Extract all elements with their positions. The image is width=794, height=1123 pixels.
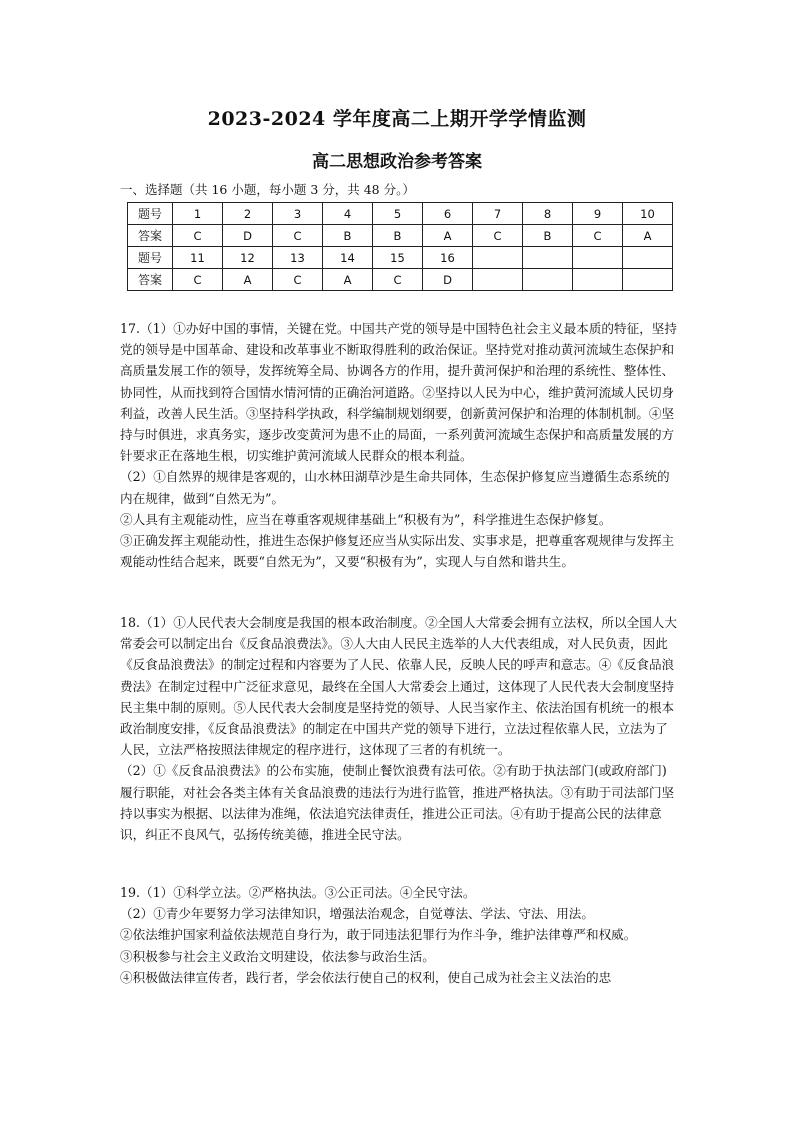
answer-cell: D xyxy=(223,225,273,247)
answer-cell: A xyxy=(323,269,373,291)
answer-paragraph: 17.（1）①办好中国的事情，关键在党。中国共产党的领导是中国特色社会主义最本质的特征，坚持党的领导是中国革命、建设和改革事业不断取得胜利的政治保证。坚持党对推动黄河流域生态保护和高质量发展工作的领导，发挥统筹全局、协调各方的作用，提升黄河保护和治理的系统性、整体性、协同性，从而找到符合国情水情河情的正确治河道路。②坚持以人民为中心，维护黄河流域人民切身利益，改善人民生活。③坚持科学执政，科学编制规划纲要，创新黄河保护和治理的体制机制。④坚持与时俱进，求真务实，逐步改变黄河为患不止的局面，一系列黄河流域生态保护和高质量发展的方针要求正在落地生根，切实维护黄河流域人民群众的根本利益。 xyxy=(120,321,677,464)
answer-cell: B xyxy=(373,225,423,247)
answer-cell: C xyxy=(273,225,323,247)
answer-cell: B xyxy=(523,225,573,247)
answer-cell xyxy=(573,269,623,291)
answer-cell: A xyxy=(623,225,673,247)
answer-paragraph: ②依法维护国家利益依法规范自身行为，敢于同违法犯罪行为作斗争，维护法律尊严和权威。 xyxy=(120,927,637,943)
answer-table xyxy=(127,202,673,291)
table-row xyxy=(128,225,673,247)
question-number xyxy=(523,247,573,269)
answer-paragraph: （2）①青少年要努力学习法律知识，增强法治观念，自觉尊法、学法、守法、用法。 xyxy=(120,906,594,922)
row-label: 题号 xyxy=(128,203,173,225)
question-number: 1 xyxy=(173,203,223,225)
answer-cell xyxy=(473,269,523,291)
answer-paragraph: ④积极做法律宣传者，践行者，学会依法行使自己的权利，使自己成为社会主义法治的忠 xyxy=(120,969,612,985)
question-number: 2 xyxy=(223,203,273,225)
answer-cell: A xyxy=(423,225,473,247)
question-number: 3 xyxy=(273,203,323,225)
answer-paragraph: 18.（1）①人民代表大会制度是我国的根本政治制度。②全国人大常委会拥有立法权，所以全国人大常委会可以制定出台《反食品浪费法》。③人大由人民民主选举的人大代表组成，对人民负责，因此《反食品浪费法》的制定过程和内容要为了人民、依靠人民，反映人民的呼声和意志。④《反食品浪费法》在制定过程中广泛征求意见，最终在全国人大常委会上通过，这体现了人民代表大会制度坚持民主集中制的原则。⑤人民代表大会制度是坚持党的领导、人民当家作主、依法治国有机统一的根本政治制度安排，《反食品浪费法》的制定在中国共产党的领导下进行，立法过程依靠人民，立法为了人民，立法严格按照法律规定的程序进行，这体现了三者的有机统一。 xyxy=(120,615,677,758)
question-number xyxy=(623,247,673,269)
section-heading: 一、选择题（共 16 小题，每小题 3 分，共 48 分。） xyxy=(120,182,415,197)
row-label: 答案 xyxy=(128,269,173,291)
table-row xyxy=(128,203,673,225)
question-number: 15 xyxy=(373,247,423,269)
question-number: 9 xyxy=(573,203,623,225)
question-19-answer xyxy=(120,882,678,988)
question-number: 5 xyxy=(373,203,423,225)
question-number: 14 xyxy=(323,247,373,269)
question-number: 4 xyxy=(323,203,373,225)
page-subtitle: 高二思想政治参考答案 xyxy=(312,152,482,172)
answer-paragraph: （2）①自然界的规律是客观的，山水林田湖草沙是生命共同体，生态保护修复应当遵循生态系统的内在规律，做到“自然无为”。 xyxy=(120,469,670,506)
question-number xyxy=(473,247,523,269)
question-number: 12 xyxy=(223,247,273,269)
question-number xyxy=(573,247,623,269)
page-title: 2023-2024 学年度高二上期开学学情监测 xyxy=(207,108,587,130)
question-number: 16 xyxy=(423,247,473,269)
answer-paragraph: （2）①《反食品浪费法》的公布实施，使制止餐饮浪费有法可依。②有助于执法部门(或政府部门)履行职能，对社会各类主体有关食品浪费的违法行为进行监管，推进严格执法。③有助于司法部门坚持以事实为根据、以法律为准绳，依法追究法律责任，推进公正司法。④有助于提高公民的法律意识，纠正不良风气，弘扬传统美德，推进全民守法。 xyxy=(120,763,675,843)
row-label: 题号 xyxy=(128,247,173,269)
row-label: 答案 xyxy=(128,225,173,247)
answer-paragraph: ③积极参与社会主义政治文明建设，依法参与政治生活。 xyxy=(120,948,435,964)
answer-cell: C xyxy=(573,225,623,247)
answer-cell: B xyxy=(323,225,373,247)
question-17-answer xyxy=(120,318,678,572)
answer-cell: A xyxy=(223,269,273,291)
answer-paragraph: ②人具有主观能动性，应当在尊重客观规律基础上“积极有为”，科学推进生态保护修复。 xyxy=(120,511,612,527)
answer-cell: D xyxy=(423,269,473,291)
question-number: 6 xyxy=(423,203,473,225)
answer-cell xyxy=(623,269,673,291)
answer-paragraph: 19.（1）①科学立法。②严格执法。③公正司法。④全民守法。 xyxy=(120,885,476,900)
answer-cell: C xyxy=(173,269,223,291)
answer-cell: C xyxy=(173,225,223,247)
table-row xyxy=(128,247,673,269)
question-18-answer xyxy=(120,612,678,845)
table-row xyxy=(128,269,673,291)
answer-cell xyxy=(523,269,573,291)
answer-cell: C xyxy=(273,269,323,291)
answer-paragraph: ③正确发挥主观能动性，推进生态保护修复还应当从实际出发、实事求是，把尊重客观规律与发挥主观能动性结合起来，既要“自然无为”，又要“积极有为”，实现人与自然和谐共生。 xyxy=(120,533,675,570)
answer-cell: C xyxy=(373,269,423,291)
question-number: 13 xyxy=(273,247,323,269)
answer-cell: C xyxy=(473,225,523,247)
question-number: 10 xyxy=(623,203,673,225)
question-number: 7 xyxy=(473,203,523,225)
question-number: 8 xyxy=(523,203,573,225)
question-number: 11 xyxy=(173,247,223,269)
